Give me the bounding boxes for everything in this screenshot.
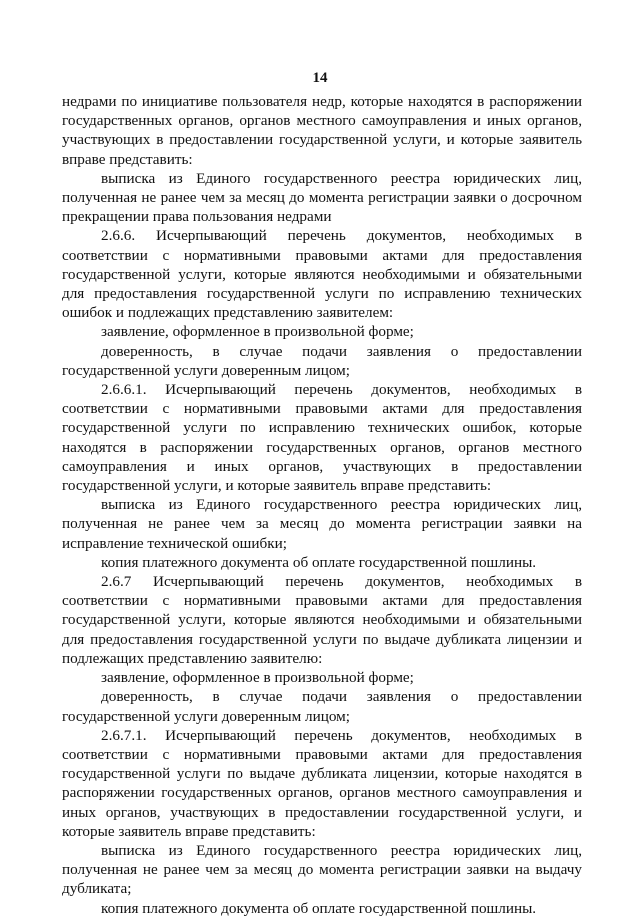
paragraph: доверенность, в случае подачи заявления о предоставлении государственной услуги доверенным лицом; [62, 342, 582, 379]
paragraph: доверенность, в случае подачи заявления о предоставлении государственной услуги доверенным лицом; [62, 688, 582, 725]
paragraph: недрами по инициативе пользователя недр, которые находятся в распоряжении государственных органов, органов местного самоуправления и иных органов, участвующих в предоставлении государственной услуги, и которые заявитель вправе представить: [62, 93, 582, 168]
page-number: 14 [312, 70, 328, 86]
paragraph: копия платежного документа об оплате государственной пошлины. [101, 899, 537, 917]
body-text [62, 92, 582, 918]
paragraph: выписка из Единого государственного реестра юридических лиц, полученная не ранее чем за месяц до момента регистрации заявки о досрочном прекращении права пользования недрами [62, 169, 582, 226]
paragraph: 2.6.7.1. Исчерпывающий перечень документов, необходимых в соответствии с нормативными правовыми актами для предоставления государственной услуги по выдаче дубликата лицензии, которые находятся в распоряжении государственных органов, органов местного самоуправления и иных органов, участвующих в предоставлении государственной услуги, и которые заявитель вправе представить: [62, 726, 582, 840]
paragraph: выписка из Единого государственного реестра юридических лиц, полученная не ранее чем за месяц до момента регистрации заявки на выдачу дубликата; [62, 841, 582, 898]
paragraph: выписка из Единого государственного реестра юридических лиц, полученная не ранее чем за месяц до момента регистрации заявки на исправление технической ошибки; [62, 496, 582, 552]
paragraph: копия платежного документа об оплате государственной пошлины. [101, 553, 537, 571]
paragraph: 2.6.7 Исчерпывающий перечень документов, необходимых в соответствии с нормативными правовыми актами для предоставления государственной услуги, которые являются необходимыми и обязательными для предоставления государственной услуги по выдаче дубликата лицензии и подлежащих представлению заявителю: [62, 573, 582, 667]
paragraph: 2.6.6.1. Исчерпывающий перечень документов, необходимых в соответствии с нормативными правовыми актами для предоставления государственной услуги по исправлению технических ошибок, которые находятся в распоряжении государственных органов, органов местного самоуправления и иных органов, участвующих в предоставлении государственной услуги, и которые заявитель вправе представить: [62, 381, 582, 495]
paragraph: 2.6.6. Исчерпывающий перечень документов, необходимых в соответствии с нормативными правовыми актами для предоставления государственной услуги, которые являются необходимыми и обязательными для предоставления государственной услуги по исправлению технических ошибок и подлежащих представлению заявителем: [62, 227, 582, 322]
paragraph: заявление, оформленное в произвольной форме; [101, 323, 414, 341]
paragraph: заявление, оформленное в произвольной форме; [101, 669, 414, 687]
